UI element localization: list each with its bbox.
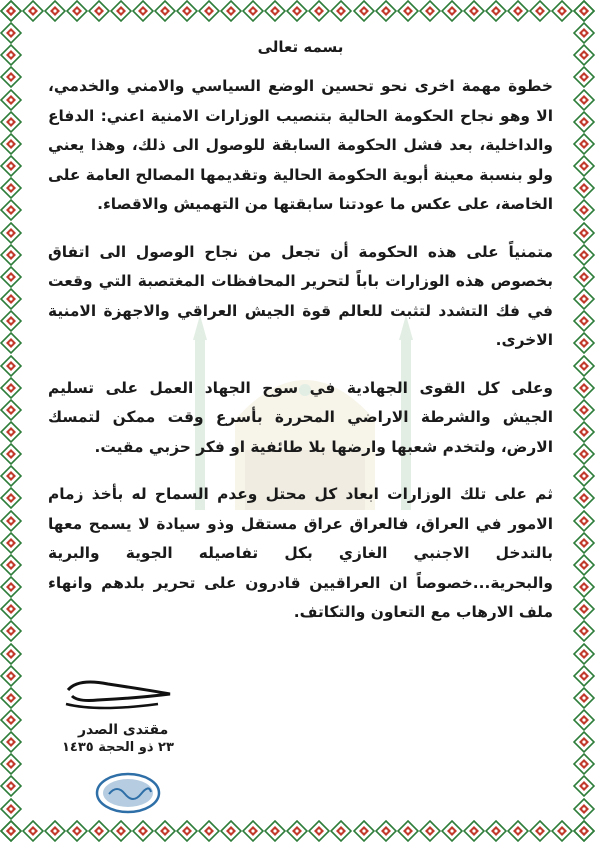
ornament-tile-icon xyxy=(132,0,154,22)
document-heading: بسمه تعالى xyxy=(257,38,344,56)
ornament-tile-icon xyxy=(198,0,220,22)
ornament-tile-icon xyxy=(573,620,595,642)
ornament-tile-icon xyxy=(154,820,176,842)
ornament-tile-icon xyxy=(44,820,66,842)
ornament-tile-icon xyxy=(573,731,595,753)
ornament-tile-icon xyxy=(264,820,286,842)
ornament-tile-icon xyxy=(132,820,154,842)
ornament-tile-icon xyxy=(573,111,595,133)
ornament-tile-icon xyxy=(0,66,22,88)
ornament-tile-icon xyxy=(0,532,22,554)
ornament-tile-icon xyxy=(485,820,507,842)
ornament-tile-icon xyxy=(0,199,22,221)
ornament-tile-icon xyxy=(88,0,110,22)
ornament-tile-icon xyxy=(573,775,595,797)
ornament-tile-icon xyxy=(0,111,22,133)
ornament-tile-icon xyxy=(507,820,529,842)
ornament-tile-icon xyxy=(529,820,551,842)
ornament-tile-icon xyxy=(353,0,375,22)
ornament-tile-icon xyxy=(573,443,595,465)
ornament-tile-icon xyxy=(0,377,22,399)
ornament-tile-icon xyxy=(286,0,308,22)
ornament-tile-icon xyxy=(0,576,22,598)
ornament-tile-icon xyxy=(110,0,132,22)
ornament-tile-icon xyxy=(0,709,22,731)
ornament-tile-icon xyxy=(0,266,22,288)
border-bottom xyxy=(0,820,595,842)
ornament-tile-icon xyxy=(0,22,22,44)
ornament-tile-icon xyxy=(286,820,308,842)
ornament-tile-icon xyxy=(0,753,22,775)
ornament-tile-icon xyxy=(573,0,595,22)
ornament-tile-icon xyxy=(573,643,595,665)
ornament-tile-icon xyxy=(573,288,595,310)
ornament-tile-icon xyxy=(0,155,22,177)
ornament-tile-icon xyxy=(220,0,242,22)
ornament-tile-icon xyxy=(242,0,264,22)
ornament-tile-icon xyxy=(507,0,529,22)
ornament-tile-icon xyxy=(198,820,220,842)
ornament-tile-icon xyxy=(529,0,551,22)
ornament-tile-icon xyxy=(397,0,419,22)
ornament-tile-icon xyxy=(375,0,397,22)
ornament-tile-icon xyxy=(154,0,176,22)
ornament-tile-icon xyxy=(463,820,485,842)
border-right xyxy=(573,0,595,842)
ornament-tile-icon xyxy=(0,510,22,532)
ornament-tile-icon xyxy=(573,665,595,687)
ornament-tile-icon xyxy=(308,0,330,22)
ornament-tile-icon xyxy=(0,487,22,509)
ornament-tile-icon xyxy=(353,820,375,842)
ornament-tile-icon xyxy=(0,288,22,310)
ornament-tile-icon xyxy=(573,310,595,332)
ornament-tile-icon xyxy=(0,687,22,709)
ornament-tile-icon xyxy=(0,44,22,66)
ornament-tile-icon xyxy=(573,355,595,377)
ornament-tile-icon xyxy=(242,820,264,842)
signature-date: ٢٣ ذو الحجة ١٤٣٥ xyxy=(62,740,174,755)
ornament-tile-icon xyxy=(463,0,485,22)
ornament-tile-icon xyxy=(0,665,22,687)
ornament-tile-icon xyxy=(0,554,22,576)
paragraph-1: خطوة مهمة اخرى نحو تحسين الوضع السياسي والامني والخدمي، الا وهو نجاح الحكومة الحالية بتنصيب الوزارات الامنية اعني: الدفاع والداخلية، بعد فشل الحكومة السابقة للوصول الى ذلك، وهذا يعني ولو بنسبة معينة أبوية الحكومة الحالية وتقديمها المصالح العامة على الخاصة، على عكس ما عودتنا سابقتها من التهميش والاقصاء. xyxy=(48,77,553,213)
ornament-tile-icon xyxy=(573,820,595,842)
ornament-tile-icon xyxy=(573,332,595,354)
ornament-tile-icon xyxy=(0,399,22,421)
ornament-tile-icon xyxy=(0,421,22,443)
ornament-tile-icon xyxy=(573,554,595,576)
ornament-tile-icon xyxy=(441,0,463,22)
ornament-tile-icon xyxy=(0,643,22,665)
ornament-tile-icon xyxy=(573,266,595,288)
ornament-tile-icon xyxy=(88,820,110,842)
ornament-tile-icon xyxy=(0,465,22,487)
paragraph-3: وعلى كل القوى الجهادية في سوح الجهاد العمل على تسليم الجيش والشرطة الاراضي المحررة بأسرع وقت ممكن لتمسك الارض، ولتخدم شعبها وارضها بلا طائفية او فكر حزبي مقيت. xyxy=(48,378,553,456)
ornament-tile-icon xyxy=(0,332,22,354)
ornament-tile-icon xyxy=(573,465,595,487)
ornament-tile-icon xyxy=(573,66,595,88)
ornament-tile-icon xyxy=(573,576,595,598)
ornament-tile-icon xyxy=(0,775,22,797)
ornament-tile-icon xyxy=(573,753,595,775)
ornament-tile-icon xyxy=(22,0,44,22)
ornament-tile-icon xyxy=(0,133,22,155)
ornament-tile-icon xyxy=(573,44,595,66)
ornament-tile-icon xyxy=(0,443,22,465)
signature-name: مقتدى الصدر xyxy=(78,722,169,738)
ornament-tile-icon xyxy=(573,199,595,221)
ornament-tile-icon xyxy=(485,0,507,22)
ornament-tile-icon xyxy=(0,310,22,332)
ornament-tile-icon xyxy=(176,0,198,22)
ornament-tile-icon xyxy=(573,532,595,554)
ornament-tile-icon xyxy=(573,22,595,44)
ornament-tile-icon xyxy=(551,820,573,842)
ornament-tile-icon xyxy=(573,399,595,421)
ornament-tile-icon xyxy=(220,820,242,842)
ornament-tile-icon xyxy=(330,820,352,842)
ornament-tile-icon xyxy=(573,709,595,731)
ornament-tile-icon xyxy=(110,820,132,842)
paragraph-4: ثم على تلك الوزارات ابعاد كل محتل وعدم السماح له بأخذ زمام الامور في العراق، فالعراق عراق مستقل وذو سيادة لا يسمح معها بالتدخل الاجنبي الغازي بكل تفاصيله الجوية والبرية والبحرية...خصوصاً ان العراقيين قادرون على تحرير بلدهم وانهاء ملف الارهاب مع التعاون والتكاتف. xyxy=(48,485,553,621)
ornament-tile-icon xyxy=(573,510,595,532)
border-top xyxy=(0,0,595,22)
ornament-tile-icon xyxy=(0,0,22,22)
ornament-tile-icon xyxy=(66,0,88,22)
ornament-tile-icon xyxy=(573,421,595,443)
ornament-tile-icon xyxy=(0,731,22,753)
ornament-tile-icon xyxy=(573,798,595,820)
ornament-tile-icon xyxy=(573,687,595,709)
ornament-tile-icon xyxy=(0,798,22,820)
ornament-tile-icon xyxy=(0,355,22,377)
ornament-tile-icon xyxy=(66,820,88,842)
ornament-tile-icon xyxy=(22,820,44,842)
ornament-tile-icon xyxy=(551,0,573,22)
ornament-tile-icon xyxy=(0,620,22,642)
official-seal-icon xyxy=(95,772,161,814)
ornament-tile-icon xyxy=(573,487,595,509)
ornament-tile-icon xyxy=(330,0,352,22)
ornament-tile-icon xyxy=(44,0,66,22)
ornament-tile-icon xyxy=(0,89,22,111)
ornament-tile-icon xyxy=(573,177,595,199)
ornament-tile-icon xyxy=(573,377,595,399)
ornament-tile-icon xyxy=(573,222,595,244)
ornament-tile-icon xyxy=(573,244,595,266)
ornament-tile-icon xyxy=(441,820,463,842)
border-left xyxy=(0,0,22,842)
ornament-tile-icon xyxy=(573,598,595,620)
ornament-tile-icon xyxy=(375,820,397,842)
ornament-tile-icon xyxy=(0,820,22,842)
ornament-tile-icon xyxy=(0,598,22,620)
paragraph-2: متمنياً على هذه الحكومة أن تجعل من نجاح الوصول الى اتفاق بخصوص هذه الوزارات باباً لتحرير المحافظات المغتصبة التي وقعت في فك التشدد لتثبت للعالم قوة الجيش العراقي والاجهزة الامنية الاخرى. xyxy=(48,242,553,349)
ornament-tile-icon xyxy=(419,820,441,842)
ornament-tile-icon xyxy=(0,177,22,199)
ornament-tile-icon xyxy=(264,0,286,22)
ornament-tile-icon xyxy=(308,820,330,842)
ornament-tile-icon xyxy=(397,820,419,842)
document-body xyxy=(48,38,553,646)
ornament-tile-icon xyxy=(573,155,595,177)
ornament-tile-icon xyxy=(176,820,198,842)
ornament-tile-icon xyxy=(0,244,22,266)
ornament-tile-icon xyxy=(573,89,595,111)
ornament-tile-icon xyxy=(0,222,22,244)
ornament-tile-icon xyxy=(573,133,595,155)
ornament-tile-icon xyxy=(419,0,441,22)
